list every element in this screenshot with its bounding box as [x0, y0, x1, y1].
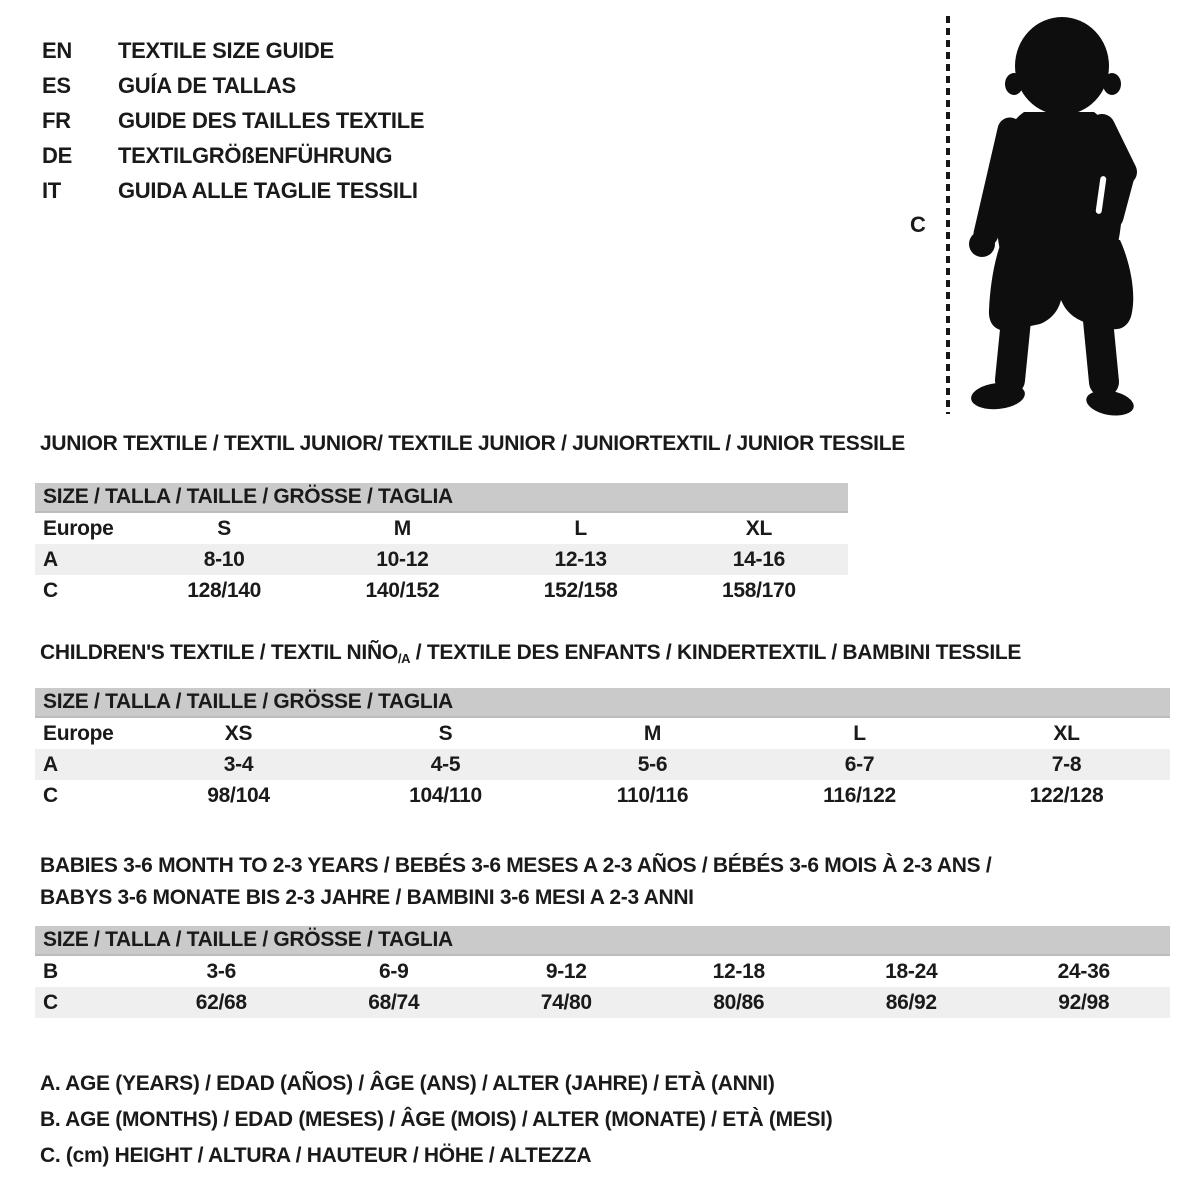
size-cell: M — [643, 721, 662, 745]
size-table-header-text: SIZE / TALLA / TAILLE / GRÖSSE / TAGLIA — [43, 928, 453, 951]
legend-line-c: C. (cm) HEIGHT / ALTURA / HAUTEUR / HÖHE / ALTEZZA — [40, 1144, 592, 1167]
size-cell: M — [393, 516, 411, 540]
row-label: A — [43, 547, 58, 571]
language-code: DE — [42, 142, 72, 168]
row-label: Europe — [43, 721, 114, 745]
legend-line-a: A. AGE (YEARS) / EDAD (AÑOS) / ÂGE (ANS) / ALTER (JAHRE) / ETÀ (ANNI) — [40, 1072, 775, 1095]
heading-children-sub: /A — [397, 651, 411, 666]
height-cell: 98/104 — [207, 783, 270, 807]
age-cell: 10-12 — [376, 547, 429, 571]
age-cell: 14-16 — [732, 547, 785, 571]
height-cell: 110/116 — [616, 783, 689, 807]
height-cell: 122/128 — [1029, 783, 1104, 807]
age-cell: 18-24 — [885, 959, 938, 983]
height-cell: 104/110 — [409, 783, 482, 807]
row-label: C — [43, 578, 58, 602]
table-row-height-cm — [35, 987, 1170, 1018]
language-code: FR — [42, 107, 71, 133]
height-cell: 158/170 — [721, 578, 796, 602]
height-measure-dashed-line — [946, 16, 950, 414]
table-row-europe — [35, 718, 1170, 749]
size-cell: S — [217, 516, 231, 540]
guide-title-fr: GUIDE DES TAILLES TEXTILE — [118, 107, 425, 133]
row-label: C — [43, 783, 58, 807]
table-row-height-cm — [35, 780, 1170, 811]
size-table-header — [35, 483, 848, 513]
age-cell: 8-10 — [203, 547, 245, 571]
heading-babies-line1: BABIES 3-6 MONTH TO 2-3 YEARS / BEBÉS 3-6 MESES A 2-3 AÑOS / BÉBÉS 3-6 MOIS À 2-3 ANS / — [40, 854, 992, 877]
age-cell: 12-13 — [554, 547, 607, 571]
height-cell: 86/92 — [885, 990, 937, 1014]
age-cell: 6-7 — [844, 752, 875, 776]
age-cell: 12-18 — [712, 959, 765, 983]
heading-babies-line2: BABYS 3-6 MONATE BIS 2-3 JAHRE / BAMBINI 3-6 MESI A 2-3 ANNI — [40, 886, 694, 909]
size-cell: L — [853, 721, 866, 745]
language-code: ES — [42, 72, 71, 98]
language-row-de — [42, 138, 424, 173]
row-label: C — [43, 990, 58, 1014]
height-cell: 128/140 — [187, 578, 262, 602]
size-table-header-text: SIZE / TALLA / TAILLE / GRÖSSE / TAGLIA — [43, 485, 453, 508]
table-row-height-cm — [35, 575, 848, 606]
size-cell: S — [438, 721, 453, 745]
height-cell: 68/74 — [368, 990, 420, 1014]
size-table-header — [35, 926, 1170, 956]
age-cell: 24-36 — [1057, 959, 1110, 983]
guide-title-it: GUIDA ALLE TAGLIE TESSILI — [118, 177, 418, 203]
babies-size-table — [35, 926, 1170, 1018]
table-row-age-years — [35, 544, 848, 575]
row-label: Europe — [43, 516, 114, 540]
language-code: IT — [42, 177, 61, 203]
section-heading-children — [40, 641, 1021, 666]
guide-title-es: GUÍA DE TALLAS — [118, 72, 296, 98]
age-cell: 9-12 — [545, 959, 587, 983]
table-row-age-months — [35, 956, 1170, 987]
language-row-fr — [42, 103, 424, 138]
size-cell: XS — [224, 721, 253, 745]
language-code: EN — [42, 37, 72, 63]
toddler-silhouette-icon — [962, 12, 1152, 417]
row-label: A — [43, 752, 58, 776]
language-title-list — [42, 33, 424, 208]
age-cell: 3-6 — [206, 959, 236, 983]
age-cell: 4-5 — [430, 752, 461, 776]
size-table-header — [35, 688, 1170, 718]
age-cell: 6-9 — [379, 959, 409, 983]
guide-title-en: TEXTILE SIZE GUIDE — [118, 37, 334, 63]
legend-line-b: B. AGE (MONTHS) / EDAD (MESES) / ÂGE (MOIS) / ALTER (MONATE) / ETÀ (MESI) — [40, 1108, 833, 1131]
height-cell: 116/122 — [823, 783, 896, 807]
size-cell: XL — [745, 516, 772, 540]
language-row-it — [42, 173, 424, 208]
heading-children-pre: CHILDREN'S TEXTILE / TEXTIL NIÑO — [40, 641, 398, 664]
size-table-header-text: SIZE / TALLA / TAILLE / GRÖSSE / TAGLIA — [43, 690, 453, 713]
table-row-europe — [35, 513, 848, 544]
height-measure-label: C — [910, 212, 926, 237]
children-size-table — [35, 688, 1170, 811]
heading-children-post: / TEXTILE DES ENFANTS / KINDERTEXTIL / BAMBINI TESSILE — [410, 641, 1022, 664]
language-row-en — [42, 33, 424, 68]
height-cell: 62/68 — [195, 990, 247, 1014]
junior-size-table — [35, 483, 848, 606]
height-cell: 74/80 — [540, 990, 592, 1014]
size-cell: XL — [1053, 721, 1080, 745]
age-cell: 7-8 — [1051, 752, 1082, 776]
section-heading-junior: JUNIOR TEXTILE / TEXTIL JUNIOR/ TEXTILE JUNIOR / JUNIORTEXTIL / JUNIOR TESSILE — [40, 432, 905, 455]
guide-title-de: TEXTILGRÖßENFÜHRUNG — [118, 142, 393, 168]
section-heading-babies — [40, 850, 991, 914]
size-cell: L — [574, 516, 587, 540]
age-cell: 5-6 — [637, 752, 668, 776]
table-row-age-years — [35, 749, 1170, 780]
height-cell: 80/86 — [713, 990, 765, 1014]
row-label: B — [43, 959, 58, 983]
height-cell: 92/98 — [1058, 990, 1110, 1014]
language-row-es — [42, 68, 424, 103]
age-cell: 3-4 — [223, 752, 254, 776]
height-cell: 140/152 — [365, 578, 440, 602]
height-cell: 152/158 — [543, 578, 618, 602]
measurement-legend — [40, 1066, 832, 1174]
